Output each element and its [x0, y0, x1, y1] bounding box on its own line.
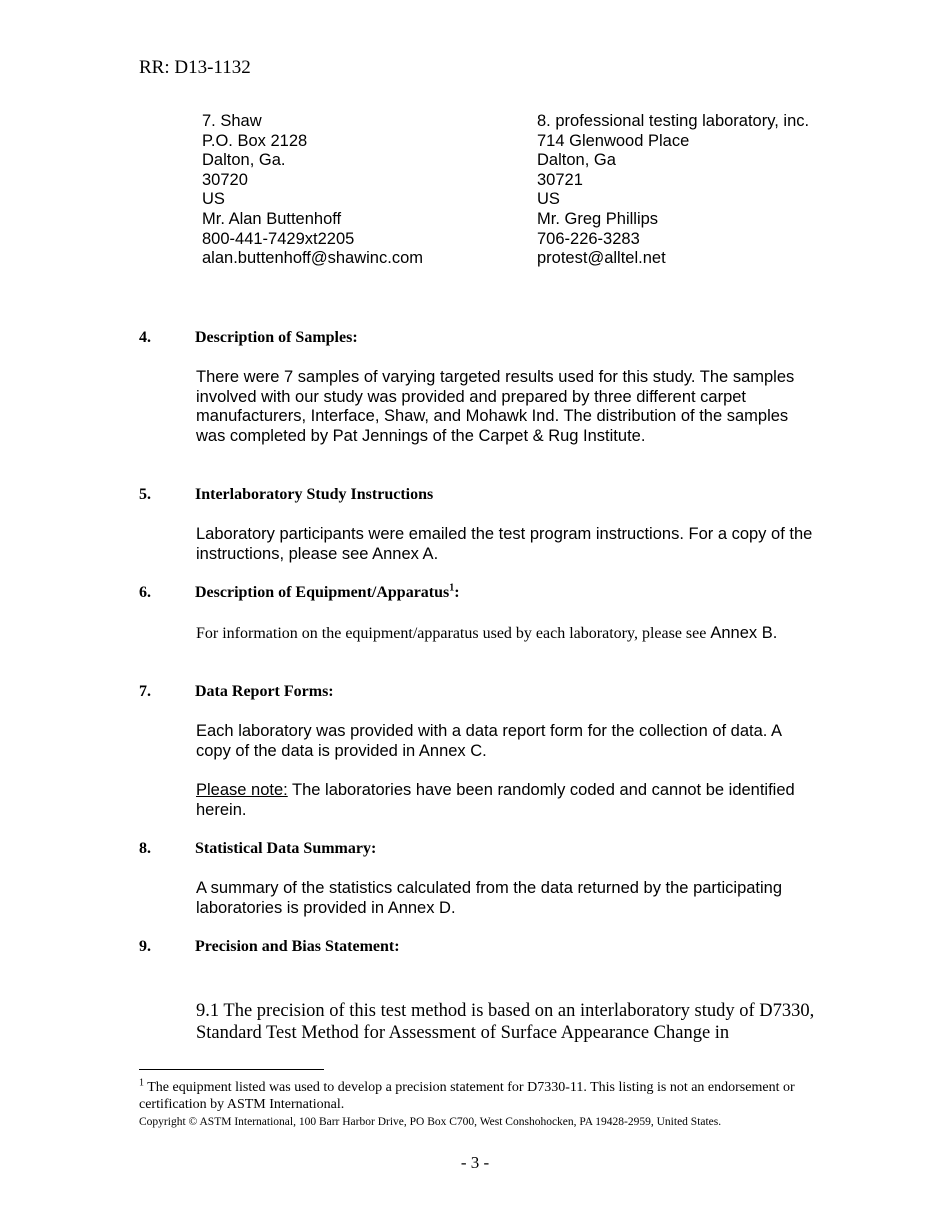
section-8-body: A summary of the statistics calculated from the data returned by the participating laboratories is provided in Annex D. — [196, 879, 783, 917]
section-title: Description of Samples: — [195, 329, 358, 346]
contact-email: protest@alltel.net — [537, 249, 666, 268]
section-5-body: Laboratory participants were emailed the test program instructions. For a copy of the instructions, please see Annex A. — [196, 525, 813, 563]
section-6-body — [196, 623, 816, 644]
footnote-marker: 1 — [139, 1077, 144, 1089]
contact-line: Dalton, Ga — [537, 151, 616, 170]
footnote-ref: 1 — [449, 582, 455, 594]
page-number: - 3 - — [460, 1153, 490, 1172]
section-4-body: There were 7 samples of varying targeted results used for this study. The samples involved with our study was provided and prepared by three different carpet manufacturers, Interface, Shaw, and Mohawk Ind. The distribution of the samples was completed by Pat Jennings of the Carpet & Rug Institute. — [196, 368, 795, 445]
section-4-heading — [139, 329, 358, 347]
contact-line: Mr. Greg Phillips — [537, 209, 659, 228]
section-9-heading — [139, 938, 400, 956]
contact-line: 800-441-7429xt2205 — [202, 229, 355, 248]
contact-email: alan.buttenhoff@shawinc.com — [202, 249, 423, 268]
contact-block-ptl — [537, 112, 812, 269]
copyright-notice: Copyright © ASTM International, 100 Barr Harbor Drive, PO Box C700, West Conshohocken, PA 19428-2959, United States. — [139, 1116, 722, 1128]
section-number: 7. — [139, 683, 151, 700]
contact-line: 714 Glenwood Place — [537, 131, 690, 150]
section-title: Statistical Data Summary: — [195, 840, 377, 857]
contact-line: P.O. Box 2128 — [202, 131, 308, 150]
section-6-body-annex: Annex B. — [710, 624, 778, 642]
section-title: Precision and Bias Statement: — [195, 938, 400, 955]
contact-line: 8. professional testing laboratory, inc. — [537, 112, 810, 130]
section-7-body: Each laboratory was provided with a data report form for the collection of data. A copy of the data is provided in Annex C. — [196, 722, 782, 760]
section-number: 4. — [139, 329, 151, 346]
contact-line: Dalton, Ga. — [202, 151, 286, 170]
section-number: 8. — [139, 840, 151, 857]
report-id-header: RR: D13-1132 — [139, 57, 251, 78]
note-text: The laboratories have been randomly coded and cannot be identified herein. — [196, 781, 795, 819]
contact-line: 7. Shaw — [202, 112, 262, 130]
note-label: Please note: — [196, 781, 288, 799]
contact-line: US — [202, 190, 225, 209]
section-7-note — [196, 781, 816, 820]
contact-line: US — [537, 190, 560, 209]
section-6-heading — [139, 584, 460, 602]
contact-line: 706-226-3283 — [537, 229, 640, 248]
section-title: Interlaboratory Study Instructions — [195, 486, 434, 503]
contact-line: Mr. Alan Buttenhoff — [202, 209, 342, 228]
section-title: Description of Equipment/Apparatus — [195, 584, 450, 601]
section-number: 5. — [139, 486, 151, 503]
section-number: 9. — [139, 938, 151, 955]
section-title-colon: : — [454, 584, 460, 601]
section-5-heading — [139, 486, 433, 504]
section-8-heading — [139, 840, 376, 858]
contact-block-shaw — [202, 112, 522, 269]
section-6-body-text: For information on the equipment/apparatus used by each laboratory, please see — [196, 625, 711, 642]
section-9-body: 9.1 The precision of this test method is based on an interlaboratory study of D7330, Standard Test Method for Assessment of Surface Appearance Change in — [196, 1001, 815, 1043]
contact-line: 30720 — [202, 170, 248, 189]
footnote-divider — [139, 1069, 324, 1070]
footnote — [139, 1079, 819, 1113]
section-title: Data Report Forms: — [195, 683, 334, 700]
contact-line: 30721 — [537, 170, 583, 189]
footnote-text: The equipment listed was used to develop a precision statement for D7330-11. This listing is not an endorsement or certification by ASTM International. — [139, 1080, 795, 1112]
section-number: 6. — [139, 584, 151, 601]
section-7-heading — [139, 683, 334, 701]
